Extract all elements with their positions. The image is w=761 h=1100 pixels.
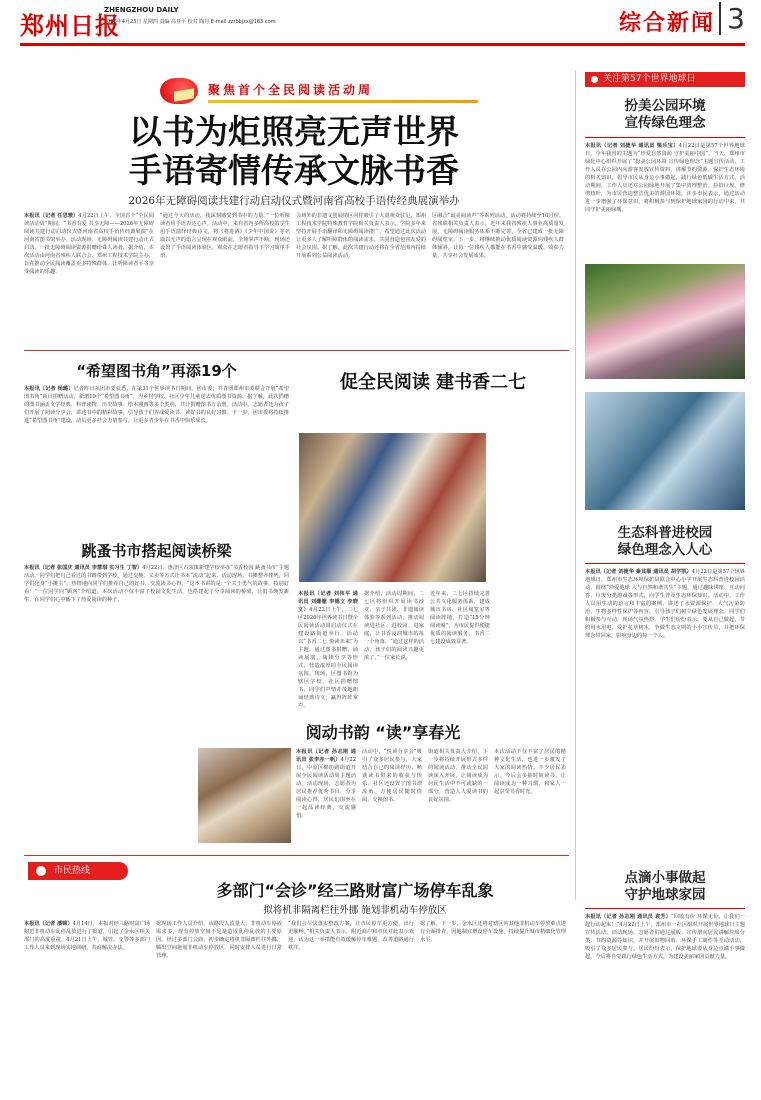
reading-column-4: 本次活动不仅丰富了居民的精神文化生活，也进一步激发了大家的阅读热情。不少居民表示，今后会多抽时间读书，让阅读成为一种习惯，和家人一起享受书香时光。	[494, 749, 566, 795]
right2-rule	[585, 563, 745, 564]
market-byline: 本报讯（记者 潘锦）	[24, 921, 73, 927]
newspaper-name-en: ZHENGZHOU DAILY	[104, 6, 179, 14]
promote-column-3: 近年来，二七区持续完善公共文化服务体系，建成城市书房、社区阅览室等阅读阵地，打造“15分钟阅读圈”，为市民提供便捷优质的阅读服务，书香二七建设成效显著。	[430, 591, 490, 645]
flea-text: 4月22日，惠济区古荥镇新建学校举办“书香校园 跳蚤书市”主题活动，同学们把自己看过的书籍带到学校，通过交换、义卖等方式让书本“流动”起来。活动现场，书摊整齐排列，同学们化身“小摊主”，热情地向同学们推荐自己的好书，交流读书心得。“这本书讲的是一个关于勇气的故事，特别好看！”一位同学向“顾客”介绍道。本次活动不仅丰富了校园文化生活，也搭建起了分享阅读的桥梁，让旧书焕发新生，在同学们心中播下了热爱阅读的种子。	[24, 565, 289, 603]
right3-text: “回收有价 环保无价，让我们一起行动起来！”4月22日上午，郑州市一社区组织开展世界地球日主题宣传活动。活动现场，志愿者们通过展板、宣传册向居民讲解垃圾分类、节约资源等知识，并开展旧物回收、环保手工制作等互动活动，吸引了众多居民参与。居民纷纷表示，保护地球要从身边点滴小事做起，今后将自觉践行绿色生活方式，为建设美丽家园贡献力量。	[585, 914, 745, 960]
right2-headline	[585, 525, 745, 559]
reading-column-2: 活动中，“悦读分享会”吸引了众多居民参与，大家结合自己的阅读经历，畅谈读书带来的收获与快乐。社区还设置了图书漂流角，方便居民随时借阅、交换图书。	[362, 749, 422, 803]
lead-text-1: 4月22日上午，全国首个“全民阅读活动周”期间，“书香有爱 共享无障——2026年无障碍阅读共建行动启动仪式暨河南省高校手语传经典展演”在河南省图书馆举办。活动现场，无障碍阅读共建行动正式启动，一批无障碍阅读资源捐赠给聋人读者。据介绍，本次活动由河南省残疾人联合会、郑州工程技术学院主办，旨在推动全民阅读覆盖更多特殊群体，让听障读者平等享受阅读的乐趣。	[24, 213, 154, 275]
promote-column-2: 据介绍，活动周期间，二七区将组织开展读书沙龙、亲子共读、非遗阅读体验等系列活动，推动阅读进社区、进校园、进家庭，让书香浸润城市的每一个角落。“通过这样的活动，孩子们的阅读兴趣更浓了。”一位家长说。	[364, 591, 424, 661]
lead-headline-line1: 以书为炬照亮无声世界	[129, 112, 459, 151]
right1-rule	[585, 137, 745, 138]
banner-text: 聚焦首个全民阅读活动周	[208, 83, 374, 97]
market-text-1: 4月14日，本报对经三路财富广场附近非机动车乱停乱放进行了报道，引起了金水区相关部门的高度重视。4月21日上午，城管、交警等多部门工作人员来到现场实地调研，共商解决办法。	[24, 921, 150, 951]
right3-headline-line1: 点滴小事做起	[624, 870, 706, 886]
promote-text-1: 4月22日上午，二七区2026年世界读书日暨全民阅读活动周启动仪式在建设路街道举行。活动以“书香二七 悦读未来”为主题，通过图书捐赠、诵读展演、阅读分享等形式，营造浓厚的全民阅读氛围。现场，区图书馆为辖区学校、社区捐赠图书，同学们声情并茂地朗诵经典诗文，赢得阵阵掌声。	[298, 607, 358, 709]
event-banner	[160, 78, 490, 104]
page-number: 3	[719, 2, 745, 35]
flea-headline: 跳蚤书市搭起阅读桥梁	[81, 542, 232, 560]
right1-byline: 本报讯（记者 刘捷华 通讯员 梁乐宝）	[585, 143, 679, 149]
hope-body	[24, 385, 289, 533]
right1-headline-line1: 扮美公园环境	[624, 98, 706, 114]
right1-headline	[585, 98, 745, 132]
promote-column-4	[494, 433, 566, 713]
promote-column-1	[298, 590, 358, 715]
reading-column-3: 街道相关负责人介绍，下一步将持续开展形式多样的阅读活动，推动全民阅读深入开展，让阅读成为居民生活中不可或缺的一部分，营造人人爱读书的良好氛围。	[428, 749, 488, 803]
lead-headline	[24, 112, 564, 190]
hotline-tag: 市民热线	[28, 862, 128, 880]
right2-byline: 本报讯（记者 刘捷华 秦其顺 通讯员 胡学凯）	[585, 569, 692, 575]
hope-text: 记者昨日从团市委获悉，在第31个世界读书日期间，团市委、共青团郑州市委联合开展“希望图书角”项目捐赠活动，新增19个“希望图书角”，为乡村学校、社区少年儿童送去优质图书资源。据了解，此次捐赠的图书涵盖文学经典、科普读物、历史故事、绘本漫画等多个类别，共计捐赠图书万余册。活动中，志愿者还为孩子们开展了阅读分享会，讲述书中的精彩故事，引导孩子们养成爱读书、读好书的良好习惯。下一步，团市委将持续推进“希望图书角”建设，动员更多社会力量参与，让更多青少年在书香中快乐成长。	[24, 386, 289, 424]
right1-text: 4月22日是第57个世界地球日，今年我国的主题为“珍爱自然资源 守护美丽中国”。当天，郑州市绿化中心组织开展了“扮美公园环境 宣传绿色理念”主题宣传活动，工作人员在公园内向游客发放宣传资料，讲解节约资源、保护生态环境的相关知识，倡导市民从身边小事做起，践行绿色低碳生活方式。活动期间，工作人员还对公园绿地开展了集中清理整治，捡拾垃圾、修剪枝叶，为市民营造整洁优美的游园环境。许多市民表示，通过活动进一步增强了环保意识，将积极参与到保护地球家园的行动中来，共同守护美丽绿城。	[585, 143, 745, 213]
column-divider	[575, 70, 576, 900]
market-column-1	[24, 920, 150, 1090]
section-divider	[24, 350, 569, 351]
right2-headline-line2: 绿色理念入人心	[617, 542, 713, 558]
right2-body	[585, 568, 745, 850]
market-subtitle: 拟将机非隔离栏往外挪 施划非机动车停放区	[263, 905, 447, 916]
lead-column-4: 区融合“最美阅读声”等系列活动，活动将持续至10月份。省残联相关负责人表示，近年来我省残疾人事业高质量发展，无障碍阅读服务体系不断完善，全省已建成一批无障碍阅览室。下一步，将继续推动优质阅读资源向残疾人群体倾斜，让每一位残疾人都能在书香中感受温暖、收获力量，共享社会发展成果。	[432, 213, 564, 259]
market-column-3: “我们会尽快落实整改方案，让市民停车更方便、出行更顺畅。”相关负责人表示。附近商户和市民对此表示欢迎，认为这一举措能有效缓解停车难题，改善道路通行秩序。	[288, 921, 414, 951]
reading-event-photo	[299, 433, 486, 582]
reading-column-1	[296, 748, 356, 848]
right2-headline-line1: 生态科普进校园	[617, 525, 713, 541]
market-column-2: 据现场工作人员介绍，该路段人流量大，非机动车停放需求多，现有停放空间不足是造成乱停乱放的主要原因。经过多部门会商，初步确定将机非隔离栏往外挪，腾出空间施划非机动车停放区，同时安排人员进行日常管理。	[156, 921, 282, 959]
right2-text: 4月22日是第57个世界地球日，郑州市生态环境保护局联合中心小学开展生态科普进校园活动，围绕“珍爱地球 人与自然和谐共生”主题，通过趣味讲座、互动问答、垃圾分类游戏等形式，向学生普及生态环保知识。活动中，工作人员用生动的语言和丰富的案例，讲述了水资源保护、大气污染防治、生物多样性保护等内容，引导孩子们树立绿色发展理念。同学们积极参与互动，现场气氛热烈。学生们纷纷表示，要从自己做起，节约用水用电，爱护花草树木，争做生态文明的小小宣传员，并把环保理念带回家，影响身边的每一个人。	[585, 569, 745, 639]
lead-subtitle: 2026年无障碍阅读共建行动启动仪式暨河南省高校手语传经典展演举办	[128, 195, 460, 207]
lead-column-2: “通过今天的活动，我深刻感受到书中的力量。”一位听障读者用手语表达心声。活动中，来自省内多所高校的学生用手语演绎经典诗文，将《将进酒》《少年中国说》等名篇以无声的语言呈现在观众眼前，全场掌声不断。现场还设置了手语阅读体验区，观众在志愿者指导下学习简单手语。	[160, 213, 290, 259]
right3-byline: 本报讯（记者 孙志刚 通讯员 袁芳）	[585, 914, 672, 920]
market-column-4: 据了解，下一步，金水区还将对辖区内其他非机动车停放难点进行全面排查，因地制宜增设停车设施，持续提升城市精细化管理水平。	[420, 921, 566, 943]
lead-headline-line2: 手语寄情传承文脉书香	[129, 151, 459, 190]
banner-underline	[208, 100, 478, 103]
newspaper-logo: 郑州日报	[20, 11, 120, 40]
market-headline: 多部门“会诊”经三路财富广场停车乱象	[216, 881, 494, 900]
masthead	[20, 0, 745, 46]
reading-headline: 阅动书韵 “读”享春光	[305, 723, 461, 742]
lead-byline: 本报讯（记者 任思雅）	[24, 213, 79, 219]
topic-tag: 关注第57个世界地球日	[585, 72, 745, 87]
lead-column-1	[24, 212, 154, 340]
right1-body	[585, 142, 745, 260]
reading-byline: 本报讯（记者 孙志刚 通讯员 张李赤一帆）	[296, 749, 356, 763]
right3-rule	[585, 908, 745, 909]
lead-column-3: 会场外的非遗文创展销区同样吸引了大量观众驻足。郑州工程技术学院特殊教育学院相关负责人表示，学院多年来坚持开展手语翻译和无障碍阅读推广，希望通过此次活动让更多人了解听障群体的阅读需求，共同营造包容友爱的社会氛围。据了解，此次共建行动还将在全省范围内持续开展系列公益阅读活动。	[296, 213, 426, 259]
right3-headline-line2: 守护地球家园	[624, 887, 706, 903]
flea-body	[24, 564, 289, 744]
right3-headline	[585, 870, 745, 904]
promote-byline: 本报讯（记者 刘伟平 通讯员 刘姗姗 李德文 李晓文）	[298, 591, 358, 613]
section-title: 综合新闻	[618, 11, 715, 36]
flea-byline: 本报讯（记者 张国庆 通讯员 李慧琪 实习生 丁智）	[24, 565, 143, 571]
date-line: 2026年4月23日 星期四 责编 高亚平 校对 陶丹 E-mail zzrbbjzx@163.com	[104, 19, 276, 25]
right3-body	[585, 913, 745, 1093]
park-flowers-photo	[585, 264, 745, 379]
hope-byline: 本报讯（记者 杨璐）	[24, 386, 74, 392]
section-divider-2	[24, 855, 569, 856]
reading-photo-1	[198, 748, 291, 843]
school-science-photo	[585, 392, 745, 510]
reading-text-1: 4月22日，中原区棉纺路街道开展全民阅读活动周主题活动。活动现场，志愿者为居民推荐优秀书目，分享阅读心得，居民们围坐在一起品读经典，交流感悟。	[296, 757, 356, 819]
hope-headline: “希望图书角”再添19个	[76, 362, 237, 380]
promote-headline: 促全民阅读 建书香二七	[339, 372, 527, 393]
right1-headline-line2: 宣传绿色理念	[624, 115, 706, 131]
